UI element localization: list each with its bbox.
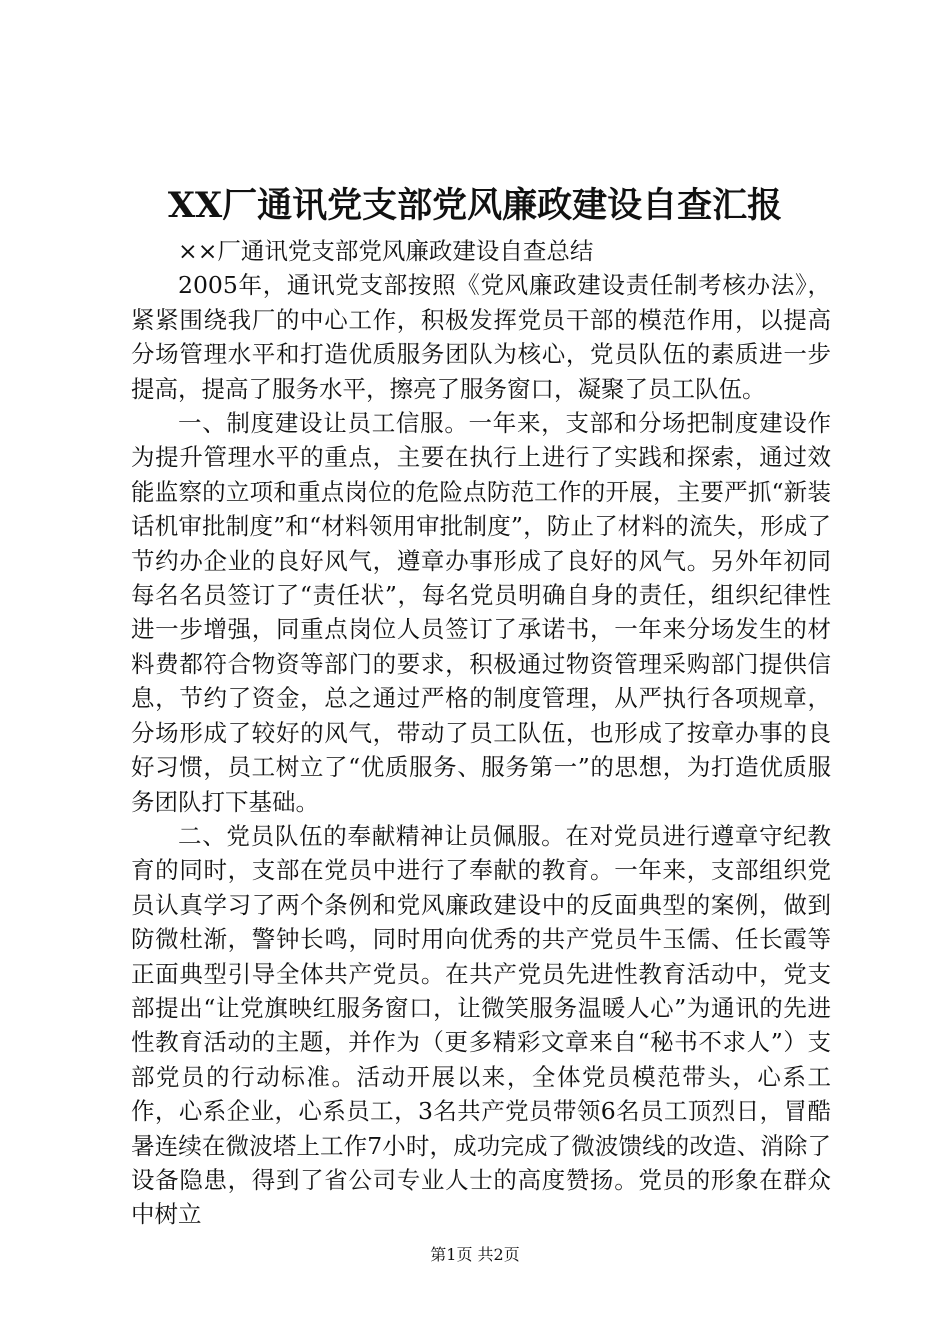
page-number-footer: 第1页 共2页	[430, 1245, 520, 1264]
paragraph-intro: 2005年，通讯党支部按照《党风廉政建设责任制考核办法》，紧紧围绕我厂的中心工作，积极发挥党员干部的模范作用，以提高分场管理水平和打造优质服务团队为核心，党员队伍的素质进一步提高，提高了服务水平，擦亮了服务窗口，凝聚了员工队伍。	[131, 271, 831, 403]
paragraph-section-one: 一、制度建设让员工信服。一年来，支部和分场把制度建设作为提升管理水平的重点，主要在执行上进行了实践和探索，通过效能监察的立项和重点岗位的危险点防范工作的开展，主要严抓“新装话机审批制度”和“材料领用审批制度”，防止了材料的流失，形成了节约办企业的良好风气，遵章办事形成了良好的风气。另外年初同每名名员签订了“责任状”，每名党员明确自身的责任，组织纪律性进一步增强，同重点岗位人员签订了承诺书，一年来分场发生的材料费都符合物资等部门的要求，积极通过物资管理采购部门提供信息，节约了资金，总之通过严格的制度管理，从严执行各项规章，分场形成了较好的风气，带动了员工队伍，也形成了按章办事的良好习惯，员工树立了“优质服务、服务第一”的思想，为打造优质服务团队打下基础。	[131, 409, 831, 816]
document-title: XX厂通讯党支部党风廉政建设自查汇报	[167, 185, 783, 226]
paragraph-subtitle: ××厂通讯党支部党风廉政建设自查总结	[178, 237, 594, 265]
paragraph-section-two: 二、党员队伍的奉献精神让员佩服。在对党员进行遵章守纪教育的同时，支部在党员中进行了奉献的教育。一年来，支部组织党员认真学习了两个条例和党风廉政建设中的反面典型的案例，做到防微杜渐，警钟长鸣，同时用向优秀的共产党员牛玉儒、任长霞等正面典型引导全体共产党员。在共产党员先进性教育活动中，党支部提出“让党旗映红服务窗口，让微笑服务温暖人心”为通讯的先进性教育活动的主题，并作为（更多精彩文章来自“秘书不求人”）支部党员的行动标准。活动开展以来，全体党员模范带头，心系工作，心系企业，心系员工，3名共产党员带领6名员工顶烈日，冒酷暑连续在微波塔上工作7小时，成功完成了微波馈线的改造、消除了设备隐患，得到了省公司专业人士的高度赞扬。党员的形象在群众中树立	[131, 821, 831, 1229]
document-body	[131, 234, 831, 1232]
